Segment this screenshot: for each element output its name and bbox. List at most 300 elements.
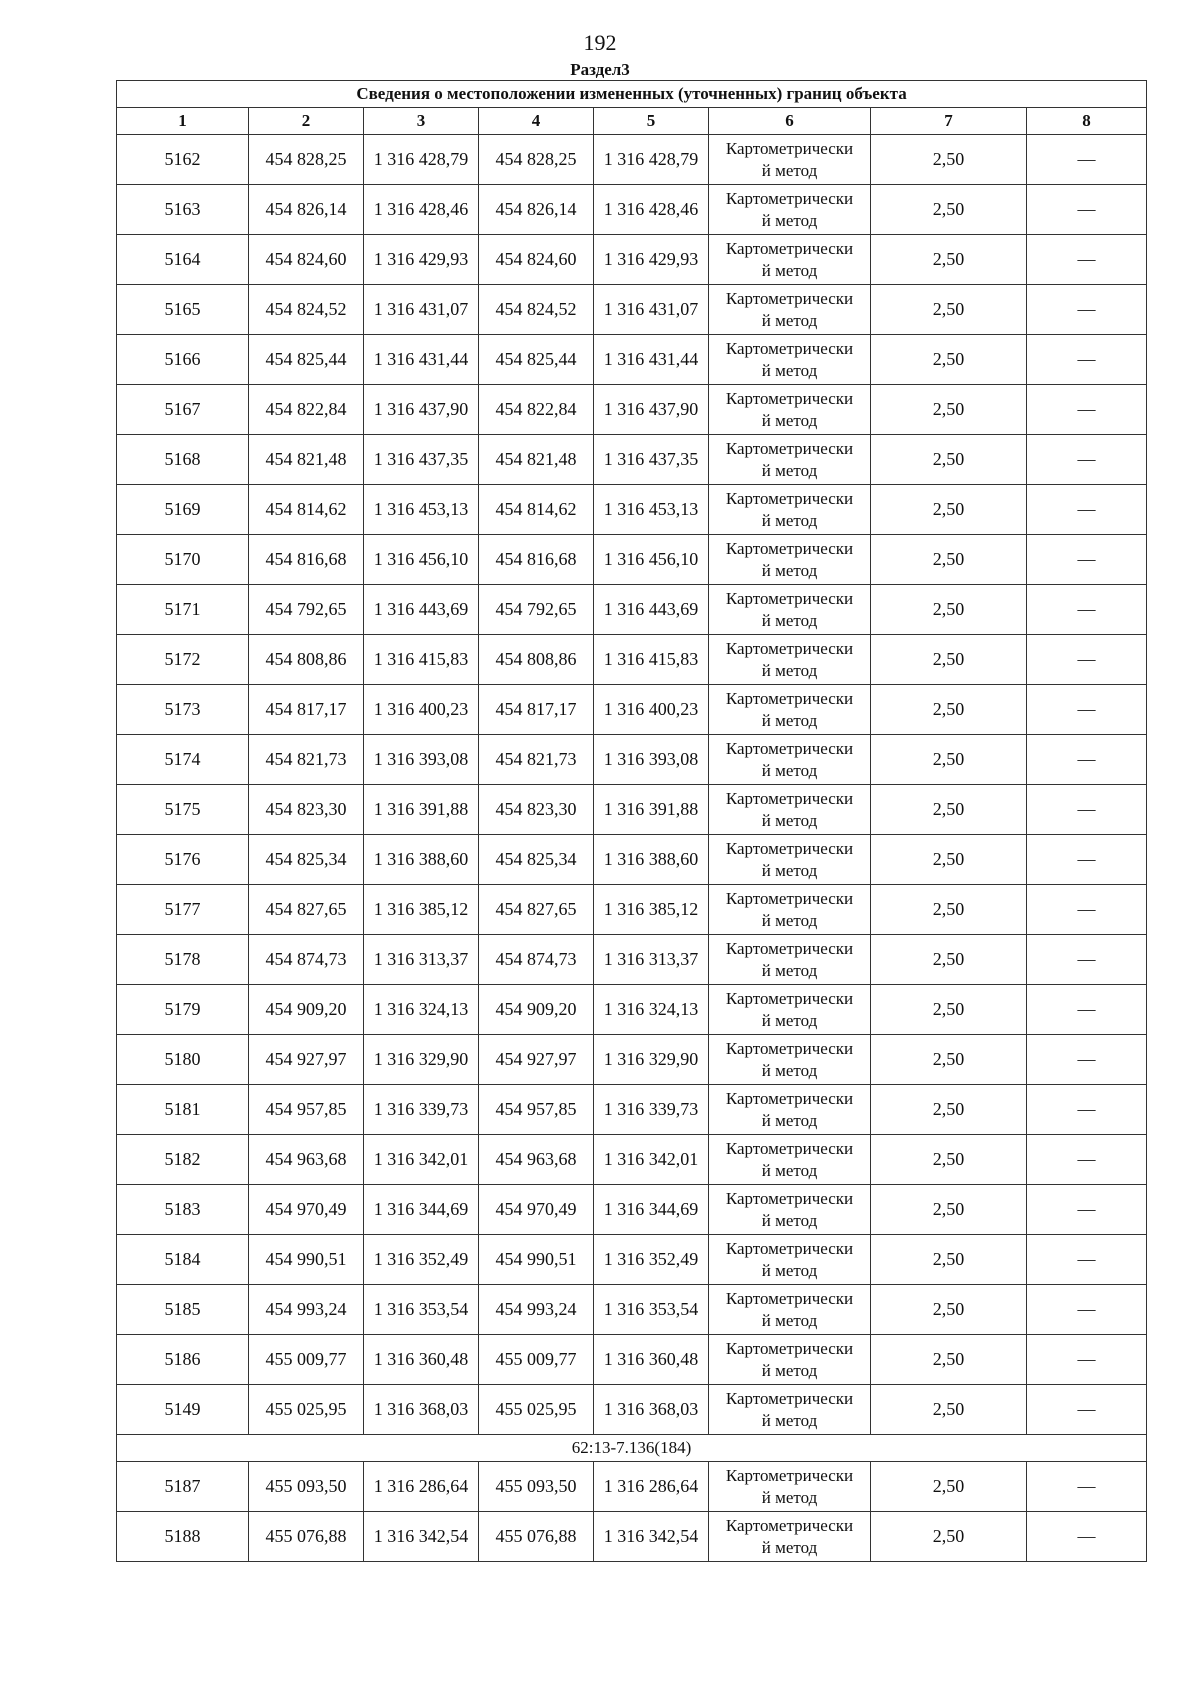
description-cell: — — [1027, 135, 1147, 185]
description-cell: — — [1027, 635, 1147, 685]
method-text-line2: й метод — [761, 1260, 818, 1280]
x-coordinate-new-cell: 454 824,60 — [479, 235, 594, 285]
x-coordinate-existing-cell: 454 816,68 — [249, 535, 364, 585]
precision-cell: 2,50 — [871, 435, 1027, 485]
method-cell — [709, 785, 871, 835]
y-coordinate-new-cell: 1 316 400,23 — [594, 685, 709, 735]
method-cell — [709, 835, 871, 885]
precision-cell: 2,50 — [871, 335, 1027, 385]
method-text-line2: й метод — [761, 810, 818, 830]
x-coordinate-new-cell: 454 927,97 — [479, 1035, 594, 1085]
y-coordinate-existing-cell: 1 316 342,54 — [364, 1512, 479, 1562]
table-title-row — [117, 81, 1147, 108]
y-coordinate-new-cell: 1 316 339,73 — [594, 1085, 709, 1135]
y-coordinate-new-cell: 1 316 286,64 — [594, 1462, 709, 1512]
description-cell: — — [1027, 1135, 1147, 1185]
method-text-line1: Картометрически — [725, 1188, 854, 1208]
x-coordinate-existing-cell: 454 927,97 — [249, 1035, 364, 1085]
method-cell — [709, 1385, 871, 1435]
method-cell — [709, 985, 871, 1035]
point-number-cell: 5170 — [117, 535, 249, 585]
method-text-line2: й метод — [761, 460, 818, 480]
point-number-cell: 5180 — [117, 1035, 249, 1085]
table-row — [117, 435, 1147, 485]
precision-cell: 2,50 — [871, 285, 1027, 335]
point-number-cell: 5162 — [117, 135, 249, 185]
description-cell: — — [1027, 1035, 1147, 1085]
table-row — [117, 485, 1147, 535]
x-coordinate-existing-cell: 454 963,68 — [249, 1135, 364, 1185]
column-number: 7 — [871, 108, 1027, 135]
point-number-cell: 5176 — [117, 835, 249, 885]
point-number-cell: 5186 — [117, 1335, 249, 1385]
y-coordinate-existing-cell: 1 316 437,90 — [364, 385, 479, 435]
description-cell: — — [1027, 435, 1147, 485]
description-cell: — — [1027, 285, 1147, 335]
point-number-cell: 5171 — [117, 585, 249, 635]
description-cell: — — [1027, 885, 1147, 935]
point-number-cell: 5167 — [117, 385, 249, 435]
method-text-line1: Картометрически — [725, 788, 854, 808]
description-cell: — — [1027, 1285, 1147, 1335]
x-coordinate-existing-cell: 454 909,20 — [249, 985, 364, 1035]
precision-cell: 2,50 — [871, 1035, 1027, 1085]
point-number-cell: 5166 — [117, 335, 249, 385]
precision-cell: 2,50 — [871, 935, 1027, 985]
y-coordinate-new-cell: 1 316 391,88 — [594, 785, 709, 835]
method-text-line1: Картометрически — [725, 1388, 854, 1408]
description-cell: — — [1027, 1512, 1147, 1562]
method-cell — [709, 1512, 871, 1562]
y-coordinate-existing-cell: 1 316 352,49 — [364, 1235, 479, 1285]
x-coordinate-new-cell: 454 821,48 — [479, 435, 594, 485]
method-text-line1: Картометрически — [725, 688, 854, 708]
point-number-cell: 5174 — [117, 735, 249, 785]
table-row — [117, 1085, 1147, 1135]
point-number-cell: 5187 — [117, 1462, 249, 1512]
precision-cell: 2,50 — [871, 685, 1027, 735]
description-cell: — — [1027, 1235, 1147, 1285]
point-number-cell: 5184 — [117, 1235, 249, 1285]
x-coordinate-existing-cell: 455 093,50 — [249, 1462, 364, 1512]
precision-cell: 2,50 — [871, 135, 1027, 185]
table-row — [117, 1512, 1147, 1562]
table-row — [117, 585, 1147, 635]
precision-cell: 2,50 — [871, 1185, 1027, 1235]
point-number-cell: 5179 — [117, 985, 249, 1035]
point-number-cell: 5168 — [117, 435, 249, 485]
y-coordinate-existing-cell: 1 316 360,48 — [364, 1335, 479, 1385]
method-cell — [709, 935, 871, 985]
y-coordinate-existing-cell: 1 316 353,54 — [364, 1285, 479, 1335]
point-number-cell: 5175 — [117, 785, 249, 835]
precision-cell: 2,50 — [871, 985, 1027, 1035]
table-row — [117, 685, 1147, 735]
point-number-cell: 5185 — [117, 1285, 249, 1335]
description-cell: — — [1027, 1462, 1147, 1512]
y-coordinate-existing-cell: 1 316 453,13 — [364, 485, 479, 535]
method-text-line2: й метод — [761, 1537, 818, 1557]
y-coordinate-existing-cell: 1 316 456,10 — [364, 535, 479, 585]
table-row — [117, 785, 1147, 835]
x-coordinate-existing-cell: 454 817,17 — [249, 685, 364, 735]
method-text-line1: Картометрически — [725, 1465, 854, 1485]
y-coordinate-new-cell: 1 316 456,10 — [594, 535, 709, 585]
method-cell — [709, 1035, 871, 1085]
y-coordinate-existing-cell: 1 316 437,35 — [364, 435, 479, 485]
table-row — [117, 1285, 1147, 1335]
method-cell — [709, 185, 871, 235]
method-text-line2: й метод — [761, 660, 818, 680]
y-coordinate-existing-cell: 1 316 400,23 — [364, 685, 479, 735]
y-coordinate-new-cell: 1 316 428,79 — [594, 135, 709, 185]
x-coordinate-new-cell: 454 808,86 — [479, 635, 594, 685]
method-cell — [709, 1462, 871, 1512]
x-coordinate-existing-cell: 454 821,48 — [249, 435, 364, 485]
x-coordinate-new-cell: 454 957,85 — [479, 1085, 594, 1135]
method-cell — [709, 235, 871, 285]
y-coordinate-existing-cell: 1 316 428,46 — [364, 185, 479, 235]
description-cell: — — [1027, 585, 1147, 635]
cadastral-group-label: 62:13-7.136(184) — [117, 1435, 1147, 1462]
y-coordinate-new-cell: 1 316 415,83 — [594, 635, 709, 685]
description-cell: — — [1027, 835, 1147, 885]
method-text-line1: Картометрически — [725, 138, 854, 158]
x-coordinate-existing-cell: 455 076,88 — [249, 1512, 364, 1562]
table-row — [117, 1035, 1147, 1085]
point-number-cell: 5164 — [117, 235, 249, 285]
y-coordinate-new-cell: 1 316 443,69 — [594, 585, 709, 635]
description-cell: — — [1027, 1335, 1147, 1385]
precision-cell: 2,50 — [871, 1462, 1027, 1512]
method-text-line2: й метод — [761, 910, 818, 930]
precision-cell: 2,50 — [871, 1285, 1027, 1335]
y-coordinate-existing-cell: 1 316 342,01 — [364, 1135, 479, 1185]
point-number-cell: 5165 — [117, 285, 249, 335]
method-text-line2: й метод — [761, 1360, 818, 1380]
method-cell — [709, 1185, 871, 1235]
section-label: Раздел3 — [570, 60, 630, 79]
column-number: 8 — [1027, 108, 1147, 135]
column-number: 5 — [594, 108, 709, 135]
method-text-line2: й метод — [761, 1487, 818, 1507]
x-coordinate-existing-cell: 454 822,84 — [249, 385, 364, 435]
precision-cell: 2,50 — [871, 1235, 1027, 1285]
x-coordinate-existing-cell: 454 957,85 — [249, 1085, 364, 1135]
precision-cell: 2,50 — [871, 735, 1027, 785]
point-number-cell: 5188 — [117, 1512, 249, 1562]
method-text-line2: й метод — [761, 360, 818, 380]
method-text-line1: Картометрически — [725, 1338, 854, 1358]
method-cell — [709, 1335, 871, 1385]
x-coordinate-new-cell: 454 821,73 — [479, 735, 594, 785]
method-text-line2: й метод — [761, 1010, 818, 1030]
method-text-line1: Картометрически — [725, 1038, 854, 1058]
y-coordinate-new-cell: 1 316 352,49 — [594, 1235, 709, 1285]
method-cell — [709, 585, 871, 635]
x-coordinate-existing-cell: 454 874,73 — [249, 935, 364, 985]
x-coordinate-new-cell: 454 990,51 — [479, 1235, 594, 1285]
x-coordinate-new-cell: 454 874,73 — [479, 935, 594, 985]
table-row — [117, 185, 1147, 235]
column-number: 2 — [249, 108, 364, 135]
table-row — [117, 285, 1147, 335]
method-cell — [709, 135, 871, 185]
description-cell: — — [1027, 935, 1147, 985]
precision-cell: 2,50 — [871, 835, 1027, 885]
x-coordinate-new-cell: 454 827,65 — [479, 885, 594, 935]
x-coordinate-new-cell: 454 816,68 — [479, 535, 594, 585]
method-text-line1: Картометрически — [725, 638, 854, 658]
description-cell: — — [1027, 235, 1147, 285]
table-row — [117, 1235, 1147, 1285]
x-coordinate-new-cell: 454 792,65 — [479, 585, 594, 635]
x-coordinate-existing-cell: 454 993,24 — [249, 1285, 364, 1335]
x-coordinate-new-cell: 454 970,49 — [479, 1185, 594, 1235]
y-coordinate-existing-cell: 1 316 385,12 — [364, 885, 479, 935]
description-cell: — — [1027, 385, 1147, 435]
precision-cell: 2,50 — [871, 235, 1027, 285]
y-coordinate-new-cell: 1 316 437,35 — [594, 435, 709, 485]
table-row — [117, 835, 1147, 885]
table-row — [117, 885, 1147, 935]
x-coordinate-existing-cell: 454 826,14 — [249, 185, 364, 235]
y-coordinate-new-cell: 1 316 388,60 — [594, 835, 709, 885]
precision-cell: 2,50 — [871, 1385, 1027, 1435]
column-number: 4 — [479, 108, 594, 135]
y-coordinate-new-cell: 1 316 385,12 — [594, 885, 709, 935]
method-text-line1: Картометрически — [725, 388, 854, 408]
x-coordinate-existing-cell: 454 825,44 — [249, 335, 364, 385]
table-row — [117, 1185, 1147, 1235]
x-coordinate-existing-cell: 454 824,60 — [249, 235, 364, 285]
y-coordinate-new-cell: 1 316 431,44 — [594, 335, 709, 385]
method-text-line2: й метод — [761, 860, 818, 880]
y-coordinate-new-cell: 1 316 453,13 — [594, 485, 709, 535]
method-text-line1: Картометрически — [725, 538, 854, 558]
precision-cell: 2,50 — [871, 385, 1027, 435]
method-cell — [709, 385, 871, 435]
y-coordinate-new-cell: 1 316 368,03 — [594, 1385, 709, 1435]
description-cell: — — [1027, 535, 1147, 585]
table-row — [117, 535, 1147, 585]
method-cell — [709, 1135, 871, 1185]
point-number-cell: 5169 — [117, 485, 249, 535]
x-coordinate-new-cell: 454 817,17 — [479, 685, 594, 735]
table-row — [117, 385, 1147, 435]
y-coordinate-new-cell: 1 316 324,13 — [594, 985, 709, 1035]
x-coordinate-existing-cell: 454 828,25 — [249, 135, 364, 185]
table-row — [117, 635, 1147, 685]
table-row — [117, 335, 1147, 385]
description-cell: — — [1027, 485, 1147, 535]
precision-cell: 2,50 — [871, 885, 1027, 935]
precision-cell: 2,50 — [871, 485, 1027, 535]
method-text-line1: Картометрически — [725, 588, 854, 608]
x-coordinate-new-cell: 454 993,24 — [479, 1285, 594, 1335]
method-cell — [709, 735, 871, 785]
method-text-line2: й метод — [761, 1110, 818, 1130]
column-number-row — [117, 108, 1147, 135]
y-coordinate-existing-cell: 1 316 339,73 — [364, 1085, 479, 1135]
y-coordinate-existing-cell: 1 316 313,37 — [364, 935, 479, 985]
x-coordinate-new-cell: 454 825,34 — [479, 835, 594, 885]
method-text-line1: Картометрически — [725, 1288, 854, 1308]
y-coordinate-existing-cell: 1 316 415,83 — [364, 635, 479, 685]
column-number: 3 — [364, 108, 479, 135]
y-coordinate-new-cell: 1 316 353,54 — [594, 1285, 709, 1335]
table-row — [117, 735, 1147, 785]
table-body-group1 — [117, 135, 1147, 1435]
description-cell: — — [1027, 685, 1147, 735]
method-cell — [709, 1085, 871, 1135]
point-number-cell: 5178 — [117, 935, 249, 985]
table-row — [117, 1335, 1147, 1385]
y-coordinate-new-cell: 1 316 313,37 — [594, 935, 709, 985]
y-coordinate-new-cell: 1 316 393,08 — [594, 735, 709, 785]
point-number-cell: 5163 — [117, 185, 249, 235]
method-text-line2: й метод — [761, 310, 818, 330]
y-coordinate-existing-cell: 1 316 344,69 — [364, 1185, 479, 1235]
y-coordinate-new-cell: 1 316 431,07 — [594, 285, 709, 335]
precision-cell: 2,50 — [871, 785, 1027, 835]
description-cell: — — [1027, 1385, 1147, 1435]
y-coordinate-new-cell: 1 316 344,69 — [594, 1185, 709, 1235]
y-coordinate-new-cell: 1 316 428,46 — [594, 185, 709, 235]
precision-cell: 2,50 — [871, 1335, 1027, 1385]
method-text-line2: й метод — [761, 760, 818, 780]
method-text-line1: Картометрически — [725, 338, 854, 358]
table-title: Сведения о местоположении измененных (уточненных) границ объекта — [117, 81, 1147, 108]
table-row — [117, 1385, 1147, 1435]
point-number-cell: 5181 — [117, 1085, 249, 1135]
y-coordinate-new-cell: 1 316 342,54 — [594, 1512, 709, 1562]
method-cell — [709, 885, 871, 935]
method-text-line2: й метод — [761, 160, 818, 180]
point-number-cell: 5172 — [117, 635, 249, 685]
method-text-line2: й метод — [761, 1160, 818, 1180]
x-coordinate-new-cell: 455 093,50 — [479, 1462, 594, 1512]
x-coordinate-existing-cell: 454 823,30 — [249, 785, 364, 835]
y-coordinate-existing-cell: 1 316 431,07 — [364, 285, 479, 335]
description-cell: — — [1027, 985, 1147, 1035]
precision-cell: 2,50 — [871, 1085, 1027, 1135]
x-coordinate-new-cell: 455 025,95 — [479, 1385, 594, 1435]
description-cell: — — [1027, 1185, 1147, 1235]
precision-cell: 2,50 — [871, 585, 1027, 635]
method-text-line2: й метод — [761, 1310, 818, 1330]
method-text-line2: й метод — [761, 1410, 818, 1430]
page-number: 192 — [583, 30, 617, 55]
method-text-line1: Картометрически — [725, 988, 854, 1008]
x-coordinate-new-cell: 454 822,84 — [479, 385, 594, 435]
x-coordinate-existing-cell: 454 824,52 — [249, 285, 364, 335]
method-cell — [709, 685, 871, 735]
method-text-line2: й метод — [761, 610, 818, 630]
method-cell — [709, 285, 871, 335]
group-header-row — [117, 1435, 1147, 1462]
table-row — [117, 1135, 1147, 1185]
x-coordinate-new-cell: 455 009,77 — [479, 1335, 594, 1385]
method-text-line2: й метод — [761, 560, 818, 580]
y-coordinate-existing-cell: 1 316 391,88 — [364, 785, 479, 835]
method-text-line2: й метод — [761, 1210, 818, 1230]
description-cell: — — [1027, 185, 1147, 235]
y-coordinate-new-cell: 1 316 437,90 — [594, 385, 709, 435]
point-number-cell: 5149 — [117, 1385, 249, 1435]
point-number-cell: 5183 — [117, 1185, 249, 1235]
precision-cell: 2,50 — [871, 535, 1027, 585]
x-coordinate-existing-cell: 454 970,49 — [249, 1185, 364, 1235]
precision-cell: 2,50 — [871, 1512, 1027, 1562]
table-row — [117, 935, 1147, 985]
group-header-body — [117, 1435, 1147, 1462]
y-coordinate-existing-cell: 1 316 324,13 — [364, 985, 479, 1035]
x-coordinate-existing-cell: 454 825,34 — [249, 835, 364, 885]
x-coordinate-existing-cell: 454 827,65 — [249, 885, 364, 935]
x-coordinate-existing-cell: 455 009,77 — [249, 1335, 364, 1385]
table-body-group2 — [117, 1462, 1147, 1562]
method-text-line1: Картометрически — [725, 738, 854, 758]
method-text-line1: Картометрически — [725, 838, 854, 858]
method-cell — [709, 1235, 871, 1285]
x-coordinate-existing-cell: 454 814,62 — [249, 485, 364, 535]
y-coordinate-existing-cell: 1 316 393,08 — [364, 735, 479, 785]
precision-cell: 2,50 — [871, 185, 1027, 235]
y-coordinate-new-cell: 1 316 329,90 — [594, 1035, 709, 1085]
method-text-line1: Картометрически — [725, 438, 854, 458]
method-text-line2: й метод — [761, 260, 818, 280]
method-text-line2: й метод — [761, 410, 818, 430]
method-text-line2: й метод — [761, 1060, 818, 1080]
y-coordinate-existing-cell: 1 316 388,60 — [364, 835, 479, 885]
x-coordinate-existing-cell: 454 792,65 — [249, 585, 364, 635]
x-coordinate-new-cell: 455 076,88 — [479, 1512, 594, 1562]
x-coordinate-new-cell: 454 824,52 — [479, 285, 594, 335]
y-coordinate-existing-cell: 1 316 368,03 — [364, 1385, 479, 1435]
method-text-line2: й метод — [761, 210, 818, 230]
x-coordinate-existing-cell: 454 990,51 — [249, 1235, 364, 1285]
method-text-line1: Картометрически — [725, 488, 854, 508]
method-text-line1: Картометрически — [725, 888, 854, 908]
x-coordinate-new-cell: 454 825,44 — [479, 335, 594, 385]
method-text-line1: Картометрически — [725, 938, 854, 958]
method-text-line1: Картометрически — [725, 238, 854, 258]
y-coordinate-new-cell: 1 316 429,93 — [594, 235, 709, 285]
coordinates-table — [116, 80, 1147, 1562]
column-number: 1 — [117, 108, 249, 135]
column-number: 6 — [709, 108, 871, 135]
method-cell — [709, 535, 871, 585]
x-coordinate-existing-cell: 454 808,86 — [249, 635, 364, 685]
x-coordinate-new-cell: 454 828,25 — [479, 135, 594, 185]
y-coordinate-existing-cell: 1 316 286,64 — [364, 1462, 479, 1512]
table-row — [117, 135, 1147, 185]
y-coordinate-existing-cell: 1 316 428,79 — [364, 135, 479, 185]
method-cell — [709, 335, 871, 385]
precision-cell: 2,50 — [871, 635, 1027, 685]
x-coordinate-new-cell: 454 826,14 — [479, 185, 594, 235]
precision-cell: 2,50 — [871, 1135, 1027, 1185]
y-coordinate-existing-cell: 1 316 429,93 — [364, 235, 479, 285]
description-cell: — — [1027, 1085, 1147, 1135]
table-row — [117, 985, 1147, 1035]
method-cell — [709, 635, 871, 685]
x-coordinate-new-cell: 454 909,20 — [479, 985, 594, 1035]
x-coordinate-new-cell: 454 963,68 — [479, 1135, 594, 1185]
method-text-line1: Картометрически — [725, 1088, 854, 1108]
method-text-line1: Картометрически — [725, 1238, 854, 1258]
